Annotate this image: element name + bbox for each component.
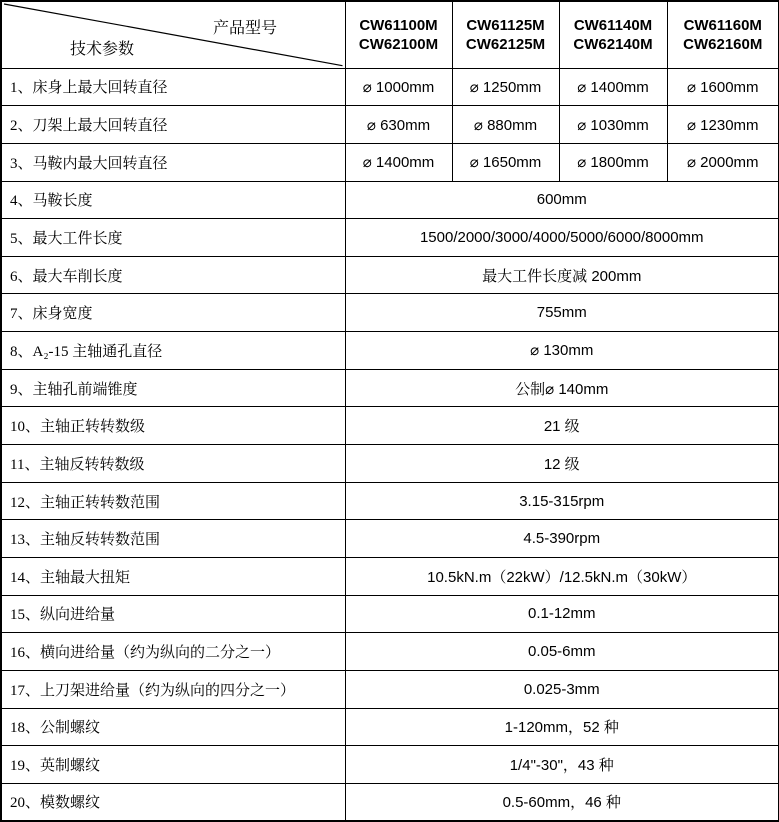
spec-value: ⌀ 1600mm [667,68,779,106]
spec-value: ⌀ 1000mm [345,68,452,106]
header-row [1,1,779,68]
table-row [1,595,779,633]
table-row [1,520,779,558]
corner-bottom-label: 技术参数 [70,41,135,58]
spec-value: 21 级 [345,407,779,445]
table-row [1,633,779,671]
model-header-4 [667,1,779,68]
spec-value: ⌀ 880mm [452,106,559,144]
spec-value: 公制⌀ 140mm [345,369,779,407]
param-label: 17、上刀架进给量（约为纵向的四分之一） [1,670,345,708]
param-label: 10、主轴正转转数级 [1,407,345,445]
table-row [1,407,779,445]
spec-value: 1/4"-30"，43 种 [345,746,779,784]
model-line: CW61140M [573,16,653,34]
model-header-3 [559,1,667,68]
spec-value: ⌀ 130mm [345,332,779,370]
spec-value: 0.1-12mm [345,595,779,633]
table-row [1,68,779,106]
param-label: 6、最大车削长度 [1,256,345,294]
spec-value: 1-120mm，52 种 [345,708,779,746]
spec-value: 4.5-390rpm [345,520,779,558]
spec-value: 10.5kN.m（22kW）/12.5kN.m（30kW） [345,557,779,595]
param-label: 2、刀架上最大回转直径 [1,106,345,144]
spec-value: 0.025-3mm [345,670,779,708]
param-label: 18、公制螺纹 [1,708,345,746]
spec-value: 最大工件长度减 200mm [345,256,779,294]
diagonal-line [2,2,345,68]
model-line: CW62100M [358,35,439,53]
spec-value: ⌀ 630mm [345,106,452,144]
param-label: 16、横向进给量（约为纵向的二分之一） [1,633,345,671]
model-line: CW61160M [683,16,762,34]
param-label: 11、主轴反转转数级 [1,445,345,483]
table-row [1,746,779,784]
table-row [1,106,779,144]
param-label: 13、主轴反转转数范围 [1,520,345,558]
param-label: 20、模数螺纹 [1,783,345,821]
spec-value: ⌀ 1400mm [345,143,452,181]
table-row [1,783,779,821]
spec-value: 3.15-315rpm [345,482,779,520]
model-line: CW62140M [573,35,653,53]
spec-value: 0.5-60mm，46 种 [345,783,779,821]
model-line: CW61125M [466,16,545,34]
param-label: 14、主轴最大扭矩 [1,557,345,595]
param-label: 15、纵向进给量 [1,595,345,633]
model-line: CW61100M [359,16,438,34]
spec-value: ⌀ 1030mm [559,106,667,144]
spec-value: ⌀ 1230mm [667,106,779,144]
param-label: 1、床身上最大回转直径 [1,68,345,106]
table-row [1,670,779,708]
table-row [1,445,779,483]
spec-value: ⌀ 1250mm [452,68,559,106]
spec-value: 600mm [345,181,779,219]
param-label: 5、最大工件长度 [1,219,345,257]
model-header-1 [345,1,452,68]
param-label: 19、英制螺纹 [1,746,345,784]
spec-value: 12 级 [345,445,779,483]
corner-cell [1,1,345,68]
param-label: 12、主轴正转转数范围 [1,482,345,520]
table-row [1,708,779,746]
table-row [1,294,779,332]
table-row [1,143,779,181]
spec-value: 0.05-6mm [345,633,779,671]
table-row [1,181,779,219]
spec-value: ⌀ 1400mm [559,68,667,106]
table-row [1,256,779,294]
table-row [1,482,779,520]
model-line: CW62125M [465,35,546,53]
param-label: 7、床身宽度 [1,294,345,332]
param-label: 3、马鞍内最大回转直径 [1,143,345,181]
table-row [1,369,779,407]
param-label: 9、主轴孔前端锥度 [1,369,345,407]
model-header-2 [452,1,559,68]
spec-value: ⌀ 1800mm [559,143,667,181]
spec-value: ⌀ 1650mm [452,143,559,181]
table-row [1,332,779,370]
spec-value: 1500/2000/3000/4000/5000/6000/8000mm [345,219,779,257]
table-row [1,557,779,595]
spec-value: ⌀ 2000mm [667,143,779,181]
param-label: 8、A₂-15 主轴通孔直径 [1,332,345,370]
model-line: CW62160M [683,35,763,53]
spec-value: 755mm [345,294,779,332]
param-label: 4、马鞍长度 [1,181,345,219]
table-row [1,219,779,257]
corner-top-label: 产品型号 [213,20,278,37]
